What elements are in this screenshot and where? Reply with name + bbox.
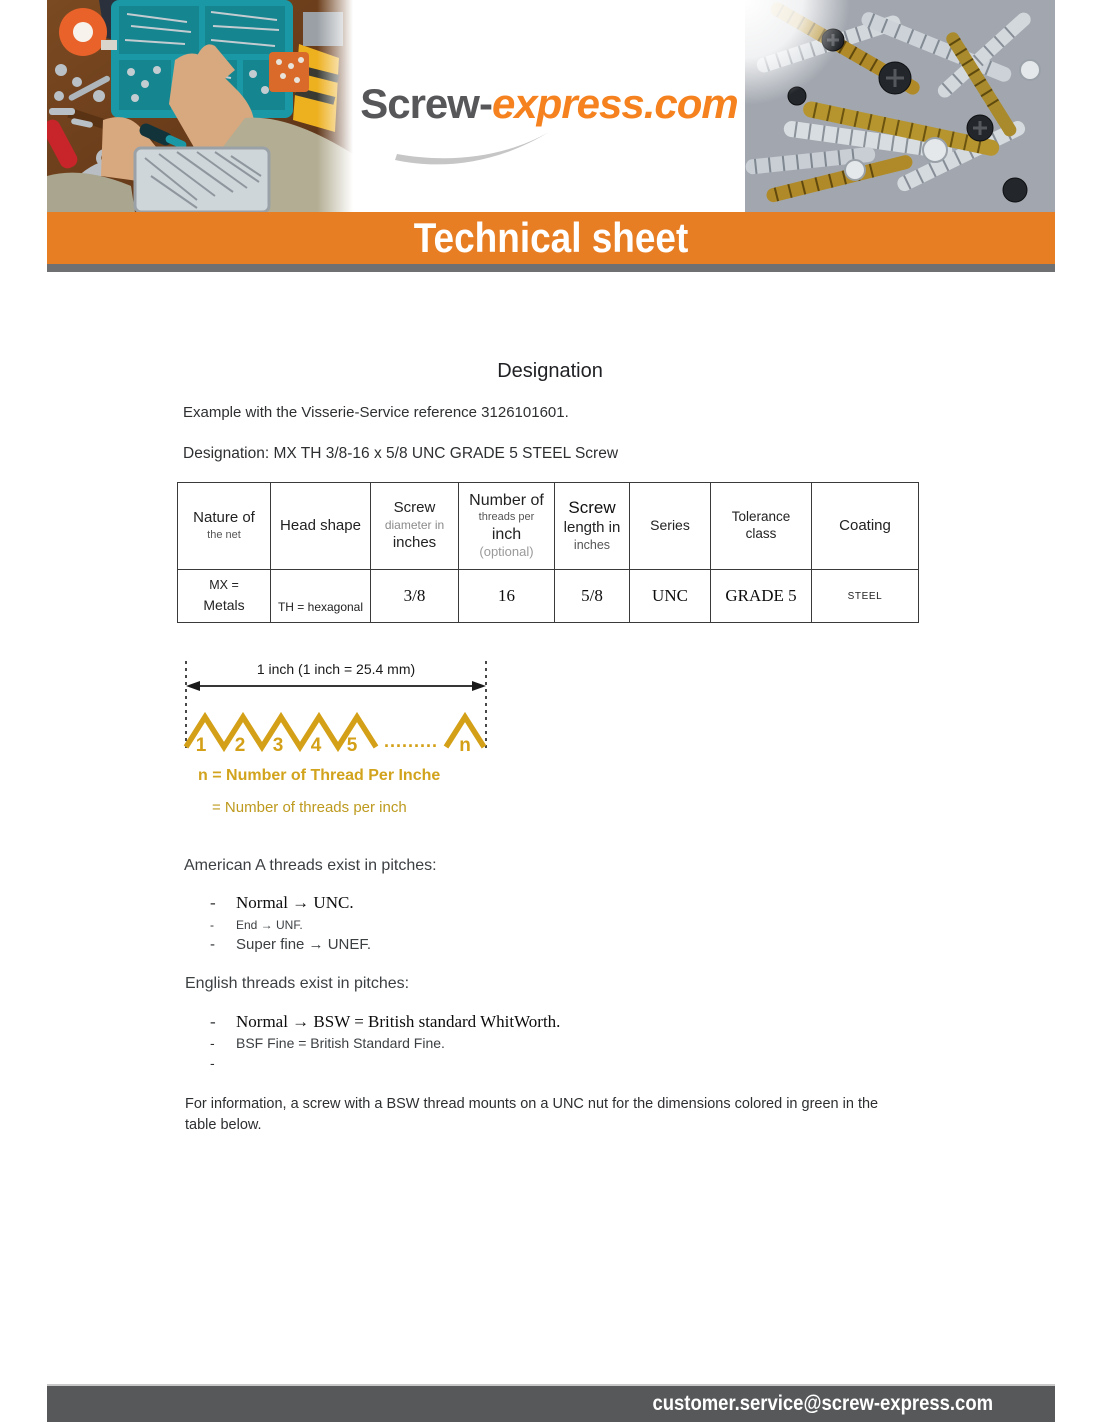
brand-logo (353, 80, 745, 128)
bullet-dash: - (210, 1012, 216, 1031)
american-item-unf: - End → UNF. (210, 918, 303, 932)
logo-text-orange: express.com (491, 80, 738, 127)
logo-text-gray: Screw- (360, 80, 492, 127)
english-item-empty (210, 1055, 236, 1071)
cell-tolerance: GRADE 5 (711, 570, 812, 623)
page-title: Designation (497, 360, 603, 382)
arrowhead-right-icon (472, 681, 486, 691)
header-nature: Nature of the net (178, 483, 271, 570)
example-line: Example with the Visserie-Service reference 3126101601. (183, 404, 569, 421)
bullet-dash: - (210, 1035, 215, 1051)
english-item-bsf: - BSF Fine = British Standard Fine. (210, 1035, 445, 1051)
header-threads: Number of threads per inch (optional) (459, 483, 555, 570)
thread-number-1: 1 (195, 735, 207, 755)
english-threads-heading: English threads exist in pitches: (185, 975, 410, 992)
n-label: n (459, 735, 471, 755)
threads-caption-line2: = Number of threads per inch (212, 799, 407, 816)
logo-swoosh-icon (389, 126, 559, 166)
header-length: Screw length in inches (555, 483, 630, 570)
designation-table (177, 482, 919, 623)
inch-dimension-label: 1 inch (1 inch = 25.4 mm) (256, 661, 416, 677)
thread-number-2: 2 (234, 735, 246, 755)
cell-head-shape: TH = hexagonal (271, 570, 371, 623)
arrowhead-left-icon (186, 681, 200, 691)
cell-length: 5/8 (555, 570, 630, 623)
header-head-shape: Head shape (271, 483, 371, 570)
thread-number-4: 4 (310, 735, 322, 755)
technical-sheet-banner (47, 212, 1055, 264)
ellipsis-dots: ......... (384, 731, 439, 751)
bsw-unc-note: For information, a screw with a BSW thread mounts on a UNC nut for the dimensions colored in green in the table below. (185, 1096, 879, 1134)
header-diameter: Screw diameter in inches (371, 483, 459, 570)
bullet-dash: - (210, 1055, 215, 1071)
screws-photo (745, 0, 1055, 212)
banner-divider (47, 264, 1055, 272)
customer-service-email: customer.service@screw-express.com (652, 1392, 993, 1415)
designation-line: Designation: MX TH 3/8-16 x 5/8 UNC GRADE 5 STEEL Screw (183, 445, 619, 462)
bullet-dash: - (210, 936, 215, 953)
american-item-unc: - Normal → UNC. (210, 893, 354, 912)
workbench-photo (47, 0, 353, 212)
cell-nature: MX = Metals (178, 570, 271, 623)
header-tolerance: Tolerance class (711, 483, 812, 570)
thread-pitch-diagram (178, 655, 498, 755)
logo-area (353, 0, 745, 212)
table-header-row (178, 483, 919, 570)
header-coating: Coating (812, 483, 919, 570)
footer-bar (47, 1384, 1055, 1422)
table-data-row (178, 570, 919, 623)
cell-coating: STEEL (812, 570, 919, 623)
english-item-bsw: - Normal → BSW = British standard WhitWorth. (210, 1012, 561, 1031)
american-threads-heading: American A threads exist in pitches: (184, 857, 437, 874)
thread-number-5: 5 (346, 735, 358, 755)
bullet-dash: - (210, 893, 216, 912)
cell-series: UNC (630, 570, 711, 623)
bullet-dash: - (210, 918, 214, 932)
banner-title: Technical sheet (413, 214, 689, 261)
american-item-unef: - Super fine → UNEF. (210, 936, 372, 953)
header-series: Series (630, 483, 711, 570)
thread-number-3: 3 (272, 735, 284, 755)
cell-threads: 16 (459, 570, 555, 623)
threads-caption-line1: n = Number of Thread Per Inche (198, 767, 441, 784)
cell-diameter: 3/8 (371, 570, 459, 623)
